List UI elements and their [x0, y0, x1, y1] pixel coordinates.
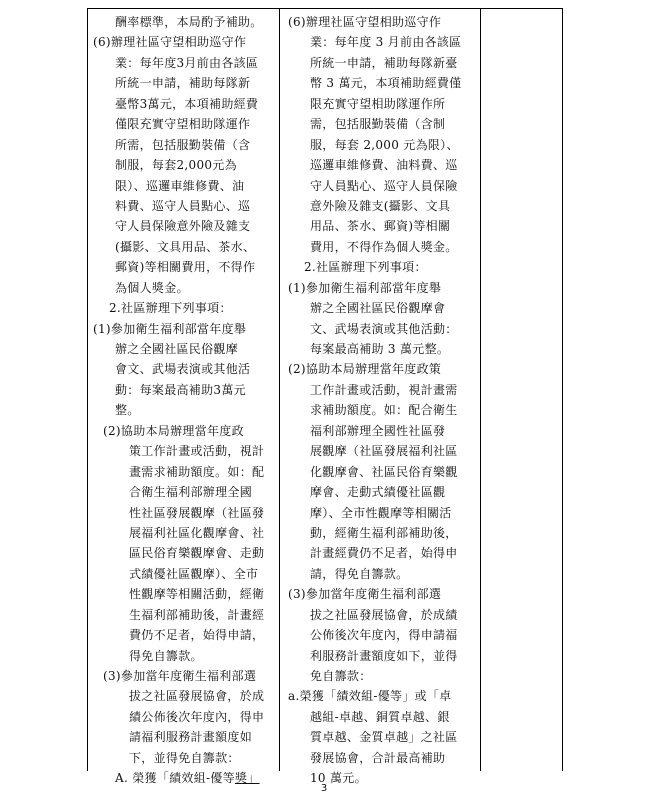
- text-line-content: 公佈後次年度內，得申請福: [310, 628, 458, 643]
- text-line: [286, 462, 479, 482]
- text-line-content: 展觀摩（社區發展福利社區: [310, 444, 458, 459]
- text-line: [91, 421, 277, 441]
- text-line-content: 用品、茶水、郵資)等相關: [310, 219, 451, 234]
- text-line-content: 性觀摩等相關活動，經衛: [129, 587, 265, 602]
- text-line-content: a.榮獲「績效組-優等」或「卓: [288, 689, 452, 704]
- text-line: [286, 257, 479, 277]
- text-line: [91, 176, 277, 196]
- text-line-content: (2)協助本局辦理當年度政策: [288, 362, 442, 377]
- text-line-content: 請福利服務計畫額度如: [129, 730, 253, 745]
- text-line-content: (1)參加衛生福利部當年度舉: [93, 321, 247, 336]
- text-line: [286, 748, 479, 768]
- text-line: [286, 114, 479, 134]
- text-line-content: 酬率標準，本局酌予補助。: [115, 15, 263, 29]
- text-line-content: 制服，每套2,000元為: [115, 158, 237, 173]
- text-line: [91, 482, 277, 502]
- table-right-border: [562, 8, 563, 771]
- text-line: [91, 543, 277, 563]
- text-line: [286, 441, 479, 461]
- text-line-content: 化觀摩會、社區民俗育樂觀: [310, 464, 458, 479]
- right-column-text: [286, 12, 479, 789]
- text-line-content: A. 榮獲「績效組-優等: [115, 771, 235, 786]
- text-line-content: 求補助額度。如：配合衛生: [310, 403, 458, 418]
- text-line-content: (3)參加當年度衛生福利部選: [288, 587, 442, 602]
- text-line: [91, 564, 277, 584]
- text-line: [91, 53, 277, 73]
- text-line: [286, 400, 479, 420]
- text-line-content: 發展協會，合計最高補助: [310, 750, 446, 765]
- text-line: [286, 73, 479, 93]
- text-line-content: 績公佈後次年度內，得申: [129, 709, 265, 724]
- text-line-content: 2.社區辦理下列事項：: [304, 260, 427, 275]
- text-line-content: 式績優社區觀摩）、全市: [129, 566, 259, 581]
- text-line: [286, 359, 479, 379]
- text-line-content: 利服務計畫額度如下，並得: [310, 648, 458, 663]
- text-line: [286, 94, 479, 114]
- text-line: [91, 216, 277, 236]
- text-line: [286, 176, 479, 196]
- text-line: [91, 155, 277, 175]
- text-line: [286, 278, 479, 298]
- text-line-content: (1)參加衛生福利部當年度舉: [288, 280, 442, 295]
- underlined-text: 獎」: [234, 771, 260, 786]
- table-top-border: [87, 8, 563, 9]
- text-line: [91, 278, 277, 298]
- text-line-content: 展福利社區化觀摩會、社: [129, 525, 265, 540]
- text-line: [286, 707, 479, 727]
- text-line-content: 工作計畫或活動，視計畫需: [310, 382, 458, 397]
- text-line-content: 請，得免自籌款。: [310, 566, 409, 581]
- text-line: [91, 12, 277, 32]
- table-left-border: [87, 8, 88, 771]
- text-line: [91, 237, 277, 257]
- text-line-content: 下，並得免自籌款：: [129, 750, 240, 765]
- text-line-content: 料費、巡守人員點心、巡: [115, 198, 251, 213]
- text-line-content: (6)辦理社區守望相助巡守作: [93, 35, 247, 50]
- text-line-content: 業：每年度3月前由各該區: [115, 55, 259, 70]
- text-line-content: 免自籌款：: [310, 669, 372, 683]
- text-line-content: 拔之社區發展協會，於成績: [310, 607, 458, 622]
- text-line-content: 得免自籌款。: [129, 648, 203, 663]
- text-line: [286, 605, 479, 625]
- text-line: [91, 114, 277, 134]
- text-line-content: 越組-卓越、銅質卓越、銀: [310, 709, 450, 724]
- text-line-content: (攝影、文具用品、茶水、: [115, 239, 256, 254]
- text-line-content: 區民俗育樂觀摩會、走動: [129, 546, 265, 561]
- text-line-content: 所統一申請，補助每隊新臺: [310, 55, 458, 70]
- text-line-content: 意外險及雜支(攝影、文具: [310, 198, 451, 213]
- text-line: [91, 257, 277, 277]
- text-line-content: 守人員點心、巡守人員保險: [310, 178, 458, 193]
- text-line: [286, 686, 479, 706]
- text-line: [286, 237, 479, 257]
- text-line-content: 業：每年度 3 月前由各該區: [310, 35, 462, 50]
- text-line: [91, 503, 277, 523]
- text-line: [91, 319, 277, 339]
- text-line-content: 性社區發展觀摩（社區發: [129, 505, 265, 520]
- text-line: [91, 135, 277, 155]
- text-line: [91, 686, 277, 706]
- column-divider: [480, 8, 481, 771]
- page-number: 3: [320, 783, 328, 794]
- text-line-content: 計畫經費仍不足者，始得申: [310, 546, 458, 561]
- text-line-content: 動：每案最高補助3萬元: [115, 382, 246, 397]
- text-line: [286, 53, 479, 73]
- column-divider: [279, 8, 280, 771]
- text-line: [91, 400, 277, 420]
- text-line: [91, 380, 277, 400]
- text-line: [91, 339, 277, 359]
- text-line-content: 服，每套 2,000 元為限）、: [310, 137, 459, 152]
- text-line: [91, 748, 277, 768]
- text-line-content: 僅限充實守望相助隊運作: [115, 117, 251, 132]
- text-line-content: 辦之全國社區民俗觀摩: [115, 342, 239, 356]
- text-line: [286, 380, 479, 400]
- text-line-content: 合衛生福利部辦理全國: [129, 485, 253, 500]
- text-line: [286, 646, 479, 666]
- text-line-content: 巡邏車維修費、油料費、巡: [310, 158, 458, 173]
- text-line-content: 摩會、走動式績優社區觀: [310, 485, 446, 500]
- text-line-content: (2)協助本局辦理當年度政: [103, 423, 244, 438]
- text-line-content: 費仍不足者，始得申請，: [129, 628, 265, 643]
- text-line-content: 2.社區辦理下列事項：: [109, 301, 232, 316]
- text-line: [91, 359, 277, 379]
- text-line: [286, 543, 479, 563]
- text-line-content: 生福利部補助後，計畫經: [129, 607, 265, 622]
- text-line-content: 臺幣3萬元，本項補助經費: [115, 96, 259, 111]
- text-line-content: 福利部辦理全國性社區發: [310, 423, 446, 438]
- text-line-content: 需，包括服勤裝備（含制: [310, 117, 446, 132]
- text-line: [286, 523, 479, 543]
- text-line: [286, 421, 479, 441]
- text-line: [91, 73, 277, 93]
- text-line: [91, 584, 277, 604]
- text-line: [286, 216, 479, 236]
- text-line: [286, 503, 479, 523]
- text-line-content: 為個人獎金。: [115, 280, 189, 295]
- text-line: [91, 462, 277, 482]
- text-line: [286, 625, 479, 645]
- text-line-content: 整。: [115, 403, 140, 418]
- text-line-content: 費用，不得作為個人獎金。: [310, 239, 458, 254]
- text-line-content: (6)辦理社區守望相助巡守作: [288, 15, 442, 29]
- text-line: [286, 298, 479, 318]
- text-line: [286, 32, 479, 52]
- text-line-content: (3)參加當年度衛生福利部選: [103, 669, 257, 683]
- text-line: [91, 727, 277, 747]
- text-line: [91, 707, 277, 727]
- text-line-content: 策工作計畫或活動，視計: [129, 444, 265, 459]
- text-line: [286, 196, 479, 216]
- text-line: [91, 523, 277, 543]
- text-line-content: 文、武場表演或其他活動：: [310, 321, 458, 336]
- text-line-content: 畫需求補助額度。如：配: [129, 464, 265, 479]
- text-line-content: 幣 3 萬元，本項補助經費僅: [310, 76, 462, 91]
- text-line-content: 郵資)等相關費用，不得作: [115, 260, 256, 275]
- text-line: [91, 646, 277, 666]
- text-line: [91, 441, 277, 461]
- text-line-content: 限充實守望相助隊運作所: [310, 96, 446, 111]
- text-line: [91, 32, 277, 52]
- text-line-content: 10 萬元。: [310, 771, 367, 786]
- left-column-text: [91, 12, 277, 789]
- text-line: [286, 155, 479, 175]
- text-line: [91, 94, 277, 114]
- text-line: [286, 482, 479, 502]
- text-line: [286, 319, 479, 339]
- text-line: [91, 196, 277, 216]
- text-line: [91, 625, 277, 645]
- text-line-content: 每案最高補助 3 萬元整。: [310, 342, 450, 356]
- text-line: [286, 727, 479, 747]
- text-line-content: 辦之全國社區民俗觀摩會: [310, 301, 446, 316]
- text-line: [286, 339, 479, 359]
- text-line-content: 拔之社區發展協會，於成: [129, 689, 265, 704]
- text-line: [91, 298, 277, 318]
- text-line: [286, 584, 479, 604]
- text-line-content: 所統一申請，補助每隊新: [115, 76, 251, 91]
- text-line: [91, 605, 277, 625]
- text-line: [286, 564, 479, 584]
- text-line-content: 質卓越、金質卓越」之社區: [310, 730, 458, 745]
- text-line-content: 所需，包括服勤裝備（含: [115, 137, 251, 152]
- text-line-content: 守人員保險意外險及雜支: [115, 219, 251, 234]
- text-line-content: 限）、巡邏車維修費、油: [115, 178, 245, 193]
- text-line-content: 摩）、全市性觀摩等相關活: [310, 505, 452, 520]
- text-line-content: 動，經衛生福利部補助後，: [310, 525, 458, 540]
- text-line: [91, 666, 277, 686]
- comparison-table: [87, 8, 563, 786]
- text-line: [286, 12, 479, 32]
- text-line: [286, 135, 479, 155]
- text-line: [286, 666, 479, 686]
- text-line-content: 會文、武場表演或其他活: [115, 362, 251, 377]
